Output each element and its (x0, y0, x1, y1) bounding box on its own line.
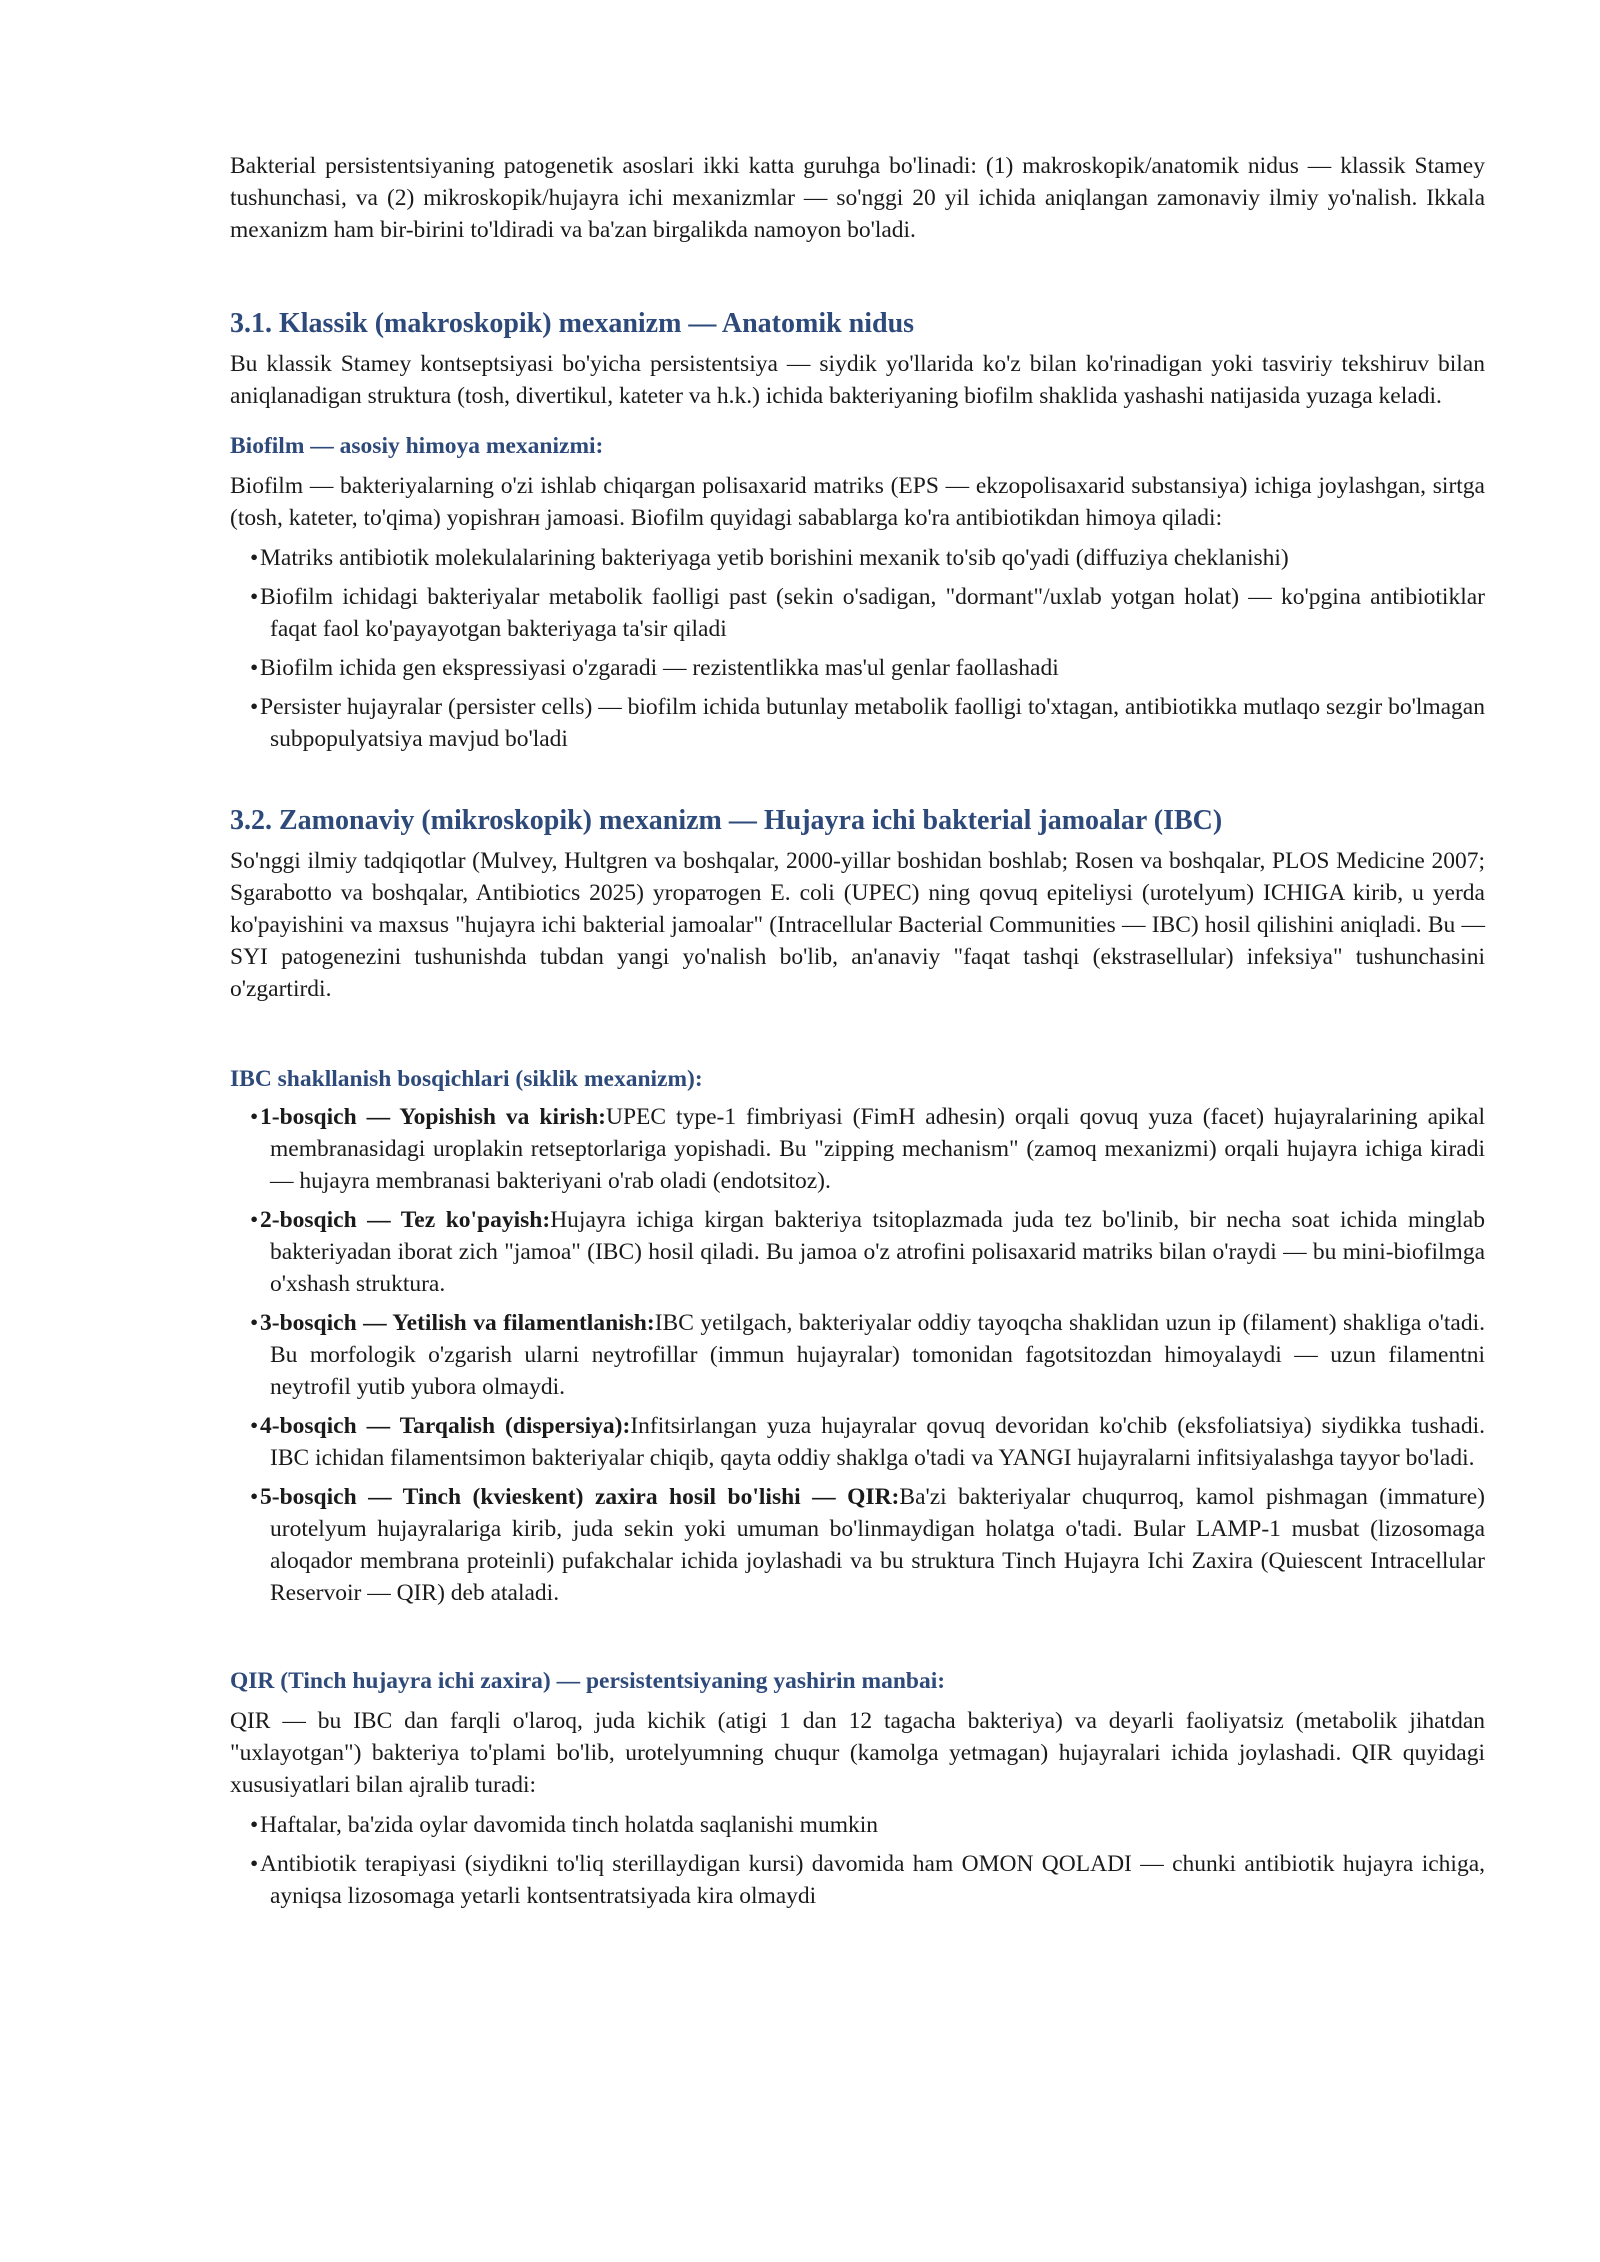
bullet-icon: • (250, 694, 259, 720)
step-label: 3-bosqich — Yetilish va filamentlanish: (260, 1310, 655, 1336)
step-text: Ba'zi bakteriyalar chuqurroq, kamol pishmagan (immature) urotelyum hujayralariga kirib, juda sekin yoki umuman bo'linmaydigan holatga o'tadi. Bular LAMP-1 musbat (lizosomaga aloqador membrana proteinli) pufakchalar ichida joylashadi va bu struktura Tinch Hujayra Ichi Zaxira (Quiescent Intracellular Reservoir — QIR) deb ataladi. (270, 1484, 1485, 1606)
list-item (250, 1481, 1485, 1609)
list-item: •Haftalar, ba'zida oylar davomida tinch holatda saqlanishi mumkin (250, 1809, 1485, 1841)
bullet-icon: • (250, 1484, 259, 1510)
intro-paragraph: Bakterial persistentsiyaning patogenetik asoslari ikki katta guruhga bo'linadi: (1) makroskopik/anatomik nidus — klassik Stamey tushunchasi, va (2) mikroskopik/hujayra ichi mexanizmlar — so'nggi 20 yil ichida aniqlangan zamonaviy ilmiy yo'nalish. Ikkala mexanizm ham bir-birini to'ldiradi va ba'zan birgalikda namoyon bo'ladi. (230, 153, 1485, 243)
bullet-icon: • (250, 1851, 259, 1877)
biofilm-list (230, 542, 1485, 755)
ibc-stages-list (230, 1101, 1485, 1609)
bullet-icon: • (250, 1207, 259, 1233)
step-text: Infitsirlangan yuza hujayralar qovuq devoridan ko'chib (eksfoliatsiya) siydikka tushadi. IBC ichidan filamentsimon bakteriyalar chiqib, qayta oddiy shaklga o'tadi va YANGI hujayralarni infitsiyalashga tayyor bo'ladi. (270, 1413, 1485, 1471)
list-item (250, 1204, 1485, 1300)
section-3-1-paragraph: Bu klassik Stamey kontseptsiyasi bo'yicha persistentsiya — siydik yo'llarida ko'z bilan ko'rinadigan yoki tasviriy tekshiruv bilan aniqlanadigan struktura (tosh, divertikul, kateter va h.k.) ichida bakteriyaning biofilm shaklida yashashi natijasida yuzaga keladi. (230, 351, 1485, 409)
step-text: UPEC type-1 fimbriyasi (FimH adhesin) orqali qovuq yuza (facet) hujayralarining apikal membranasidagi uroplakin retseptorlariga yopishadi. Bu "zipping mechanism" (zamoq mexanizmi) orqali hujayra ichiga kiradi — hujayra membranasi bakteriyani o'rab oladi (endotsitoz). (270, 1104, 1486, 1194)
list-item: •Biofilm ichidagi bakteriyalar metabolik faolligi past (sekin o'sadigan, "dormant"/uxlab yotgan holat) — ko'pgina antibiotiklar faqat faol ko'payayotgan bakteriyaga ta'sir qiladi (250, 581, 1485, 645)
step-label: 5-bosqich — Tinch (kvieskent) zaxira hosil bo'lishi — QIR: (260, 1484, 900, 1510)
step-text: Hujayra ichiga kirgan bakteriya tsitoplazmada juda tez bo'linib, bir necha soat ichida minglab bakteriyadan iborat zich "jamoa" (IBC) hosil qiladi. Bu jamoa o'z atrofini polisaxarid matriks bilan o'raydi — bu mini-biofilmga o'xshash struktura. (270, 1207, 1485, 1297)
step-label: 4-bosqich — Tarqalish (dispersiya): (260, 1413, 631, 1439)
section-3-2-title: 3.2. Zamonaviy (mikroskopik) mexanizm — Hujayra ichi bakterial jamoalar (IBC) (230, 805, 1223, 836)
bullet-icon: • (250, 584, 259, 610)
section-3-2-paragraph: So'nggi ilmiy tadqiqotlar (Mulvey, Hultgren va boshqalar, 2000-yillar boshidan boshlab; Rosen va boshqalar, PLOS Medicine 2007; Sgarabotto va boshqalar, Antibiotics 2025) уropатоgen E. coli (UPEC) ning qovuq epiteliysi (urotelyum) ICHIGA kirib, u yerda ko'payishini va maxsus "hujayra ichi bakterial jamoalar" (Intracellular Bacterial Communities — IBC) hosil qilishini aniqladi. Bu — SYI patogenezini tushunishda tubdan yangi yo'nalish bo'lib, an'anaviy "faqat tashqi (ekstrasellular) infeksiya" tushunchasini o'zgartirdi. (230, 848, 1485, 1002)
qir-heading: QIR (Tinch hujayra ichi zaxira) — persistentsiyaning yashirin manbai: (230, 1668, 946, 1694)
list-item: •Matriks antibiotik molekulalarining bakteriyaga yetib borishini mexanik to'sib qo'yadi (diffuziya cheklanishi) (250, 542, 1485, 574)
bullet-icon: • (250, 655, 259, 681)
list-item: •Persister hujayralar (persister cells) — biofilm ichida butunlay metabolik faolligi to'xtagan, antibiotikka mutlaqo sezgir bo'lmagan subpopulyatsiya mavjud bo'ladi (250, 691, 1485, 755)
bullet-icon: • (250, 1812, 259, 1838)
list-item (250, 1307, 1485, 1403)
biofilm-paragraph: Biofilm — bakteriyalarning o'zi ishlab chiqargan polisaxarid matriks (EPS — ekzopolisaxarid substansiya) ichiga joylashgan, sirtga (tosh, kateter, to'qima) yopishraн jamoasi. Biofilm quyidagi sabablarga ko'ra antibiotikdan himoya qiladi: (230, 473, 1485, 531)
list-item: •Biofilm ichida gen ekspressiyasi o'zgaradi — rezistentlikka mas'ul genlar faollashadi (250, 652, 1485, 684)
qir-paragraph: QIR — bu IBC dan farqli o'laroq, juda kichik (atigi 1 dan 12 tagacha bakteriya) va deyarli faoliyatsiz (metabolik jihatdan "uxlayotgan") bakteriya to'plami bo'lib, urotelyumning chuqur (kamolga yetmagan) hujayralari ichida joylashadi. QIR quyidagi xususiyatlari bilan ajralib turadi: (230, 1708, 1485, 1798)
bullet-icon: • (250, 1310, 259, 1336)
biofilm-heading: Biofilm — asosiy himoya mexanizmi: (230, 433, 604, 459)
list-item (250, 1410, 1485, 1474)
qir-list (230, 1809, 1485, 1912)
bullet-icon: • (250, 545, 259, 571)
list-item (250, 1101, 1485, 1197)
list-item: •Antibiotik terapiyasi (siydikni to'liq sterillaydigan kursi) davomida ham OMON QOLADI — chunki antibiotik hujayra ichiga, ayniqsa lizosomaga yetarli kontsentratsiyada kira olmaydi (250, 1848, 1485, 1912)
bullet-icon: • (250, 1104, 259, 1130)
step-label: 2-bosqich — Tez ko'payish: (260, 1207, 551, 1233)
step-label: 1-bosqich — Yopishish va kirish: (260, 1104, 606, 1130)
step-text: IBC yetilgach, bakteriyalar oddiy tayoqcha shaklidan uzun ip (filament) shakliga o'tadi. Bu morfologik o'zgarish ularni neytrofillar (immun hujayralar) tomonidan fagotsitozdan himoyalaydi — uzun filamentni neytrofil yutib yubora olmaydi. (270, 1310, 1485, 1400)
section-3-1-title: 3.1. Klassik (makroskopik) mexanizm — Anatomik nidus (230, 308, 915, 339)
ibc-stages-heading: IBC shakllanish bosqichlari (siklik mexanizm): (230, 1066, 703, 1092)
bullet-icon: • (250, 1413, 259, 1439)
